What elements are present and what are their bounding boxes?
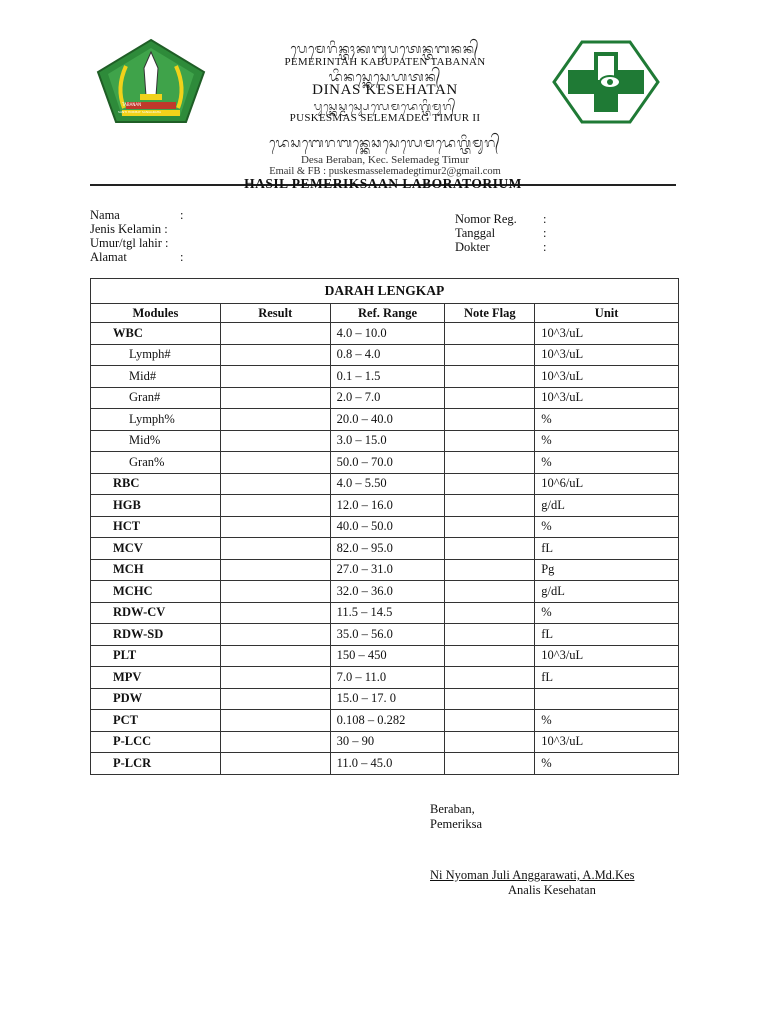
table-row: [91, 538, 679, 560]
module-cell: Lymph%: [91, 409, 221, 431]
unit-cell: fL: [535, 667, 679, 689]
note-flag-cell: [445, 323, 535, 345]
module-cell: RBC: [91, 473, 221, 495]
note-flag-cell: [445, 473, 535, 495]
note-flag-cell: [445, 753, 535, 775]
module-cell: Mid#: [91, 366, 221, 388]
government-name: PEMERINTAH KABUPATEN TABANAN: [284, 56, 486, 68]
table-caption: DARAH LENGKAP: [91, 279, 679, 304]
ref-range-cell: 11.0 – 45.0: [330, 753, 445, 775]
unit-cell: 10^3/uL: [535, 387, 679, 409]
jenis-kelamin-label: Jenis Kelamin :: [90, 222, 168, 236]
signature-place: Beraban,: [430, 802, 475, 816]
module-cell: Lymph#: [91, 344, 221, 366]
signatory-title: Analis Kesehatan: [508, 883, 596, 897]
ref-range-cell: 0.1 – 1.5: [330, 366, 445, 388]
balinese-script-line-4: ᬤᬾᬲᬩᬾᬭᬩᬦ᭄ᬓᬾᬘᬲᬾᬮᬾᬫᬤᬾᬕ᭄ᬢᬶᬫᬸᬭ᭄: [269, 136, 501, 151]
table-row: [91, 688, 679, 710]
tanggal-colon: :: [543, 226, 547, 240]
module-cell: PLT: [91, 645, 221, 667]
result-cell: [220, 602, 330, 624]
note-flag-cell: [445, 688, 535, 710]
unit-cell: %: [535, 516, 679, 538]
note-flag-cell: [445, 344, 535, 366]
note-flag-cell: [445, 452, 535, 474]
table-row: [91, 559, 679, 581]
header-unit: Unit: [535, 304, 679, 323]
unit-cell: g/dL: [535, 495, 679, 517]
header-modules: Modules: [91, 304, 221, 323]
emblem-label: TABANAN: [122, 102, 142, 107]
result-cell: [220, 409, 330, 431]
ref-range-cell: 0.108 – 0.282: [330, 710, 445, 732]
ref-range-cell: 30 – 90: [330, 731, 445, 753]
note-flag-cell: [445, 409, 535, 431]
module-cell: PCT: [91, 710, 221, 732]
ref-range-cell: 0.8 – 4.0: [330, 344, 445, 366]
alamat-label: Alamat: [90, 250, 127, 264]
document-title: HASIL PEMERIKSAAN LABORATORIUM: [244, 176, 522, 191]
note-flag-cell: [445, 731, 535, 753]
note-flag-cell: [445, 581, 535, 603]
unit-cell: %: [535, 710, 679, 732]
unit-name: PUSKESMAS SELEMADEG TIMUR II: [289, 112, 481, 124]
result-cell: [220, 624, 330, 646]
note-flag-cell: [445, 516, 535, 538]
result-cell: [220, 667, 330, 689]
table-row: [91, 753, 679, 775]
ref-range-cell: 15.0 – 17. 0: [330, 688, 445, 710]
unit-cell: %: [535, 409, 679, 431]
module-cell: HCT: [91, 516, 221, 538]
result-cell: [220, 688, 330, 710]
table-header-row: [91, 304, 679, 323]
unit-cell: 10^3/uL: [535, 366, 679, 388]
module-cell: RDW-CV: [91, 602, 221, 624]
header-note-flag: Note Flag: [445, 304, 535, 323]
ref-range-cell: 7.0 – 11.0: [330, 667, 445, 689]
dokter-label: Dokter: [455, 240, 490, 254]
module-cell: Gran%: [91, 452, 221, 474]
unit-cell: fL: [535, 538, 679, 560]
module-cell: WBC: [91, 323, 221, 345]
ref-range-cell: 2.0 – 7.0: [330, 387, 445, 409]
table-row: [91, 581, 679, 603]
table-row: [91, 344, 679, 366]
puskesmas-logo: [552, 40, 660, 124]
patient-info-left: [90, 208, 183, 264]
note-flag-cell: [445, 387, 535, 409]
unit-cell: 10^3/uL: [535, 344, 679, 366]
ref-range-cell: 27.0 – 31.0: [330, 559, 445, 581]
result-cell: [220, 452, 330, 474]
note-flag-cell: [445, 645, 535, 667]
note-flag-cell: [445, 624, 535, 646]
unit-cell: Pg: [535, 559, 679, 581]
signatory-name: Ni Nyoman Juli Anggarawati, A.Md.Kes: [430, 868, 635, 882]
module-cell: MPV: [91, 667, 221, 689]
unit-cell: 10^3/uL: [535, 731, 679, 753]
office-address: Desa Beraban, Kec. Selemadeg Timur: [300, 154, 469, 166]
unit-cell: g/dL: [535, 581, 679, 603]
unit-cell: %: [535, 430, 679, 452]
result-cell: [220, 645, 330, 667]
ref-range-cell: 4.0 – 10.0: [330, 323, 445, 345]
ref-range-cell: 32.0 – 36.0: [330, 581, 445, 603]
result-cell: [220, 495, 330, 517]
table-row: [91, 473, 679, 495]
table-row: [91, 452, 679, 474]
result-cell: [220, 538, 330, 560]
ref-range-cell: 82.0 – 95.0: [330, 538, 445, 560]
module-cell: PDW: [91, 688, 221, 710]
module-cell: Mid%: [91, 430, 221, 452]
unit-cell: %: [535, 753, 679, 775]
balinese-script-line-2: ᬤᬶᬦᬲ᭄ᬓᬾᬲᬾᬳᬢᬦ᭄: [328, 70, 442, 85]
result-cell: [220, 559, 330, 581]
result-cell: [220, 344, 330, 366]
table-row: [91, 602, 679, 624]
tanggal-label: Tanggal: [455, 226, 496, 240]
contact-email: Email & FB : puskesmasselemadegtimur2@gmail.com: [269, 166, 501, 177]
note-flag-cell: [445, 366, 535, 388]
note-flag-cell: [445, 430, 535, 452]
ref-range-cell: 150 – 450: [330, 645, 445, 667]
table-row: [91, 409, 679, 431]
result-cell: [220, 710, 330, 732]
dokter-colon: :: [543, 240, 547, 254]
signature-role: Pemeriksa: [430, 817, 483, 831]
module-cell: HGB: [91, 495, 221, 517]
result-cell: [220, 731, 330, 753]
ref-range-cell: 4.0 – 5.50: [330, 473, 445, 495]
umur-label: Umur/tgl lahir :: [90, 236, 169, 250]
note-flag-cell: [445, 602, 535, 624]
nomor-reg-label: Nomor Reg.: [455, 212, 517, 226]
ref-range-cell: 11.5 – 14.5: [330, 602, 445, 624]
module-cell: MCH: [91, 559, 221, 581]
table-row: [91, 495, 679, 517]
module-cell: P-LCR: [91, 753, 221, 775]
note-flag-cell: [445, 538, 535, 560]
table-row: [91, 366, 679, 388]
header-ref-range: Ref. Range: [330, 304, 445, 323]
lab-results-table: [90, 278, 679, 775]
ref-range-cell: 20.0 – 40.0: [330, 409, 445, 431]
table-row: [91, 516, 679, 538]
table-row: [91, 667, 679, 689]
agency-name: DINAS KESEHATAN: [312, 82, 458, 98]
table-row: [91, 323, 679, 345]
unit-cell: fL: [535, 624, 679, 646]
note-flag-cell: [445, 667, 535, 689]
header-result: Result: [220, 304, 330, 323]
ref-range-cell: 12.0 – 16.0: [330, 495, 445, 517]
ref-range-cell: 3.0 – 15.0: [330, 430, 445, 452]
ref-range-cell: 50.0 – 70.0: [330, 452, 445, 474]
note-flag-cell: [445, 495, 535, 517]
result-cell: [220, 516, 330, 538]
table-row: [91, 387, 679, 409]
unit-cell: %: [535, 452, 679, 474]
note-flag-cell: [445, 710, 535, 732]
unit-cell: 10^3/uL: [535, 645, 679, 667]
unit-cell: 10^6/uL: [535, 473, 679, 495]
module-cell: P-LCC: [91, 731, 221, 753]
unit-cell: 10^3/uL: [535, 323, 679, 345]
note-flag-cell: [445, 559, 535, 581]
table-row: [91, 624, 679, 646]
result-cell: [220, 581, 330, 603]
ref-range-cell: 40.0 – 50.0: [330, 516, 445, 538]
balinese-script-line-3: ᬧᬸᬲ᭄ᬓᬾᬲ᭄ᬫᬲ᭄ᬲᬾᬮᬾᬫᬤᬾᬕ᭄ᬢᬶᬫᬸᬭ᭄: [313, 100, 457, 113]
result-cell: [220, 366, 330, 388]
module-cell: MCHC: [91, 581, 221, 603]
result-cell: [220, 753, 330, 775]
nama-colon: :: [180, 208, 184, 222]
table-row: [91, 645, 679, 667]
module-cell: RDW-SD: [91, 624, 221, 646]
unit-cell: %: [535, 602, 679, 624]
result-cell: [220, 323, 330, 345]
nama-label: Nama: [90, 208, 120, 222]
result-cell: [220, 430, 330, 452]
table-row: [91, 710, 679, 732]
result-cell: [220, 473, 330, 495]
table-row: [91, 430, 679, 452]
module-cell: Gran#: [91, 387, 221, 409]
patient-info-right: [455, 212, 546, 254]
table-row: [91, 731, 679, 753]
nomor-reg-colon: :: [543, 212, 547, 226]
ref-range-cell: 35.0 – 56.0: [330, 624, 445, 646]
balinese-script-line-1: ᬧᬾᬫᬾᬭᬶᬦ᭄ᬢᬄᬓᬩᬸᬧᬢᬾᬦ᭄ᬢᬩᬦᬦ᭄: [290, 42, 480, 57]
module-cell: MCV: [91, 538, 221, 560]
emblem-motto: SANTI HORMAT SANGGRAHA: [118, 110, 162, 114]
alamat-colon: :: [180, 250, 184, 264]
unit-cell: [535, 688, 679, 710]
result-cell: [220, 387, 330, 409]
